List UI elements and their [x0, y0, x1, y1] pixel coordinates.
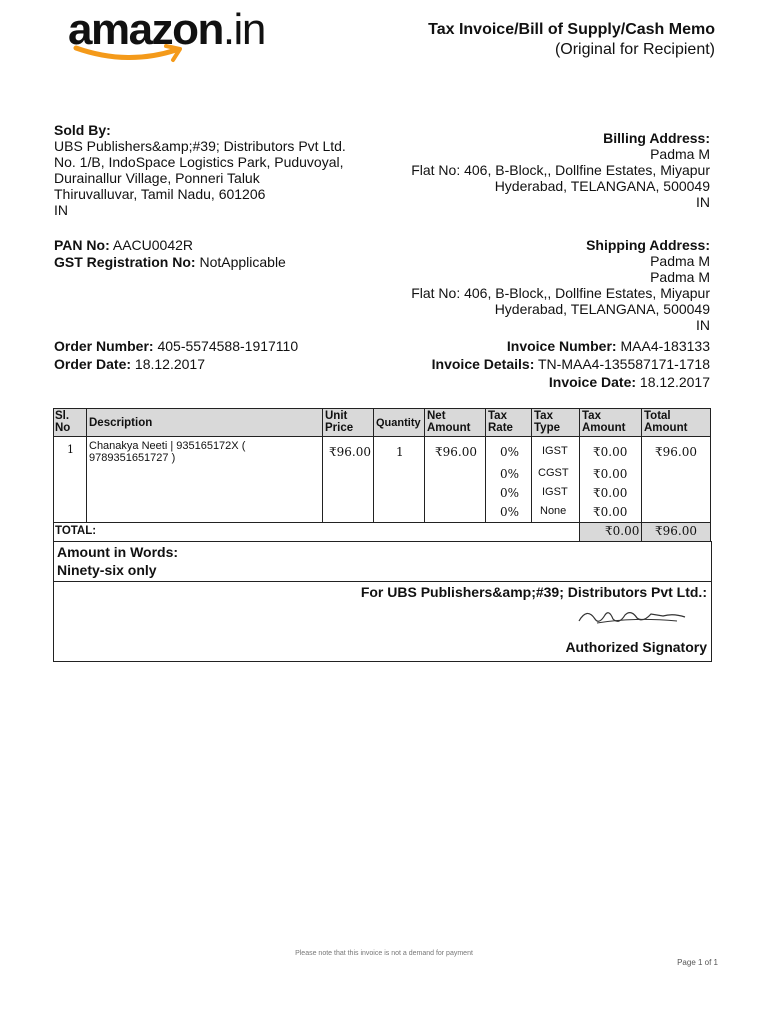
col-header-quantity: Quantity	[376, 417, 421, 429]
cell-tax-amount: ₹0.00	[593, 486, 628, 500]
sold-by-line: Thiruvalluvar, Tamil Nadu, 601206	[54, 186, 266, 202]
order-info-block	[54, 337, 298, 373]
signatory-box	[53, 581, 712, 662]
sold-by-label: Sold By:	[54, 122, 111, 138]
page-number: Page 1 of 1	[677, 958, 718, 967]
cell-tax-amount: ₹0.00	[593, 445, 628, 459]
sold-by-line: IN	[54, 202, 68, 218]
cell-unit-price: ₹96.00	[329, 445, 371, 459]
shipping-label: Shipping Address:	[586, 237, 710, 253]
footer-note: Please note that this invoice is not a demand for payment	[295, 950, 473, 957]
billing-line: Hyderabad, TELANGANA, 500049	[494, 178, 710, 194]
cell-net-amount: ₹96.00	[435, 445, 477, 459]
cell-tax-type: None	[540, 505, 567, 517]
col-header-unit-price: Unit Price	[325, 410, 354, 434]
sold-by-line: UBS Publishers&amp;#39; Distributors Pvt Ltd.	[54, 138, 346, 154]
title-sub: (Original for Recipient)	[554, 41, 715, 58]
cell-total-amount: ₹96.00	[655, 445, 697, 459]
col-header-description: Description	[89, 417, 153, 429]
invoice-title	[428, 20, 715, 60]
gst-number: GST Registration No: NotApplicable	[54, 254, 286, 270]
items-table	[53, 408, 711, 541]
logo-text: amazon.in	[68, 5, 265, 54]
shipping-line: Padma M	[650, 269, 710, 285]
billing-address-block	[411, 130, 710, 210]
shipping-line: Hyderabad, TELANGANA, 500049	[494, 301, 710, 317]
pan-number: PAN No: AACU0042R	[54, 237, 194, 253]
for-company-label: For UBS Publishers&amp;#39; Distributors Pvt Ltd.:	[360, 584, 707, 600]
col-header-tax-type: Tax Type	[534, 410, 560, 434]
total-label: TOTAL:	[55, 525, 97, 537]
col-header-total-amount: Total Amount	[644, 410, 688, 434]
cell-tax-rate: 0%	[500, 467, 520, 481]
invoice-details: Invoice Details: TN-MAA4-135587171-1718	[431, 356, 710, 372]
billing-line: IN	[696, 194, 710, 210]
cell-description: Chanakya Neeti | 935165172X ( 9789351651727 )	[89, 440, 246, 464]
shipping-line: Flat No: 406, B-Block,, Dollfine Estates, Miyapur	[411, 285, 710, 301]
cell-quantity: 1	[396, 445, 404, 459]
cell-tax-rate: 0%	[500, 445, 520, 459]
sold-by-line: No. 1/B, IndoSpace Logistics Park, Puduvoyal,	[54, 154, 344, 170]
invoice-date: Invoice Date: 18.12.2017	[548, 374, 710, 390]
cell-tax-rate: 0%	[500, 505, 520, 519]
sold-by-line: Durainallur Village, Ponneri Taluk	[54, 170, 260, 186]
cell-tax-amount: ₹0.00	[593, 505, 628, 519]
title-main: Tax Invoice/Bill of Supply/Cash Memo	[428, 21, 715, 38]
order-number: Order Number: 405-5574588-1917110	[54, 338, 299, 354]
amount-in-words-label: Amount in Words:	[57, 544, 179, 560]
invoice-info-block	[432, 337, 710, 391]
signature-icon	[577, 605, 687, 629]
logo-smile-icon	[72, 40, 192, 66]
tax-ids-block	[54, 237, 286, 271]
cell-tax-amount: ₹0.00	[593, 467, 628, 481]
amazon-logo	[68, 2, 308, 66]
shipping-line: Padma M	[650, 253, 710, 269]
shipping-address-block	[411, 237, 710, 333]
amount-in-words-value: Ninety-six only	[57, 562, 157, 578]
cell-tax-type: IGST	[542, 445, 568, 457]
cell-tax-rate: 0%	[500, 486, 520, 500]
billing-line: Flat No: 406, B-Block,, Dollfine Estates, Miyapur	[411, 162, 710, 178]
authorized-signatory-label: Authorized Signatory	[565, 639, 707, 655]
order-date: Order Date: 18.12.2017	[54, 356, 205, 372]
col-header-tax-rate: Tax Rate	[488, 410, 513, 434]
billing-label: Billing Address:	[603, 130, 710, 146]
billing-line: Padma M	[650, 146, 710, 162]
cell-sl: 1	[67, 443, 74, 456]
col-header-sl: Sl. No	[55, 410, 71, 434]
sold-by-block	[54, 122, 394, 218]
total-tax-amount: ₹0.00	[605, 524, 640, 538]
cell-tax-type: IGST	[542, 486, 568, 498]
shipping-line: IN	[696, 317, 710, 333]
col-header-tax-amount: Tax Amount	[582, 410, 626, 434]
cell-tax-type: CGST	[538, 467, 569, 479]
invoice-number: Invoice Number: MAA4-183133	[506, 338, 710, 354]
total-amount: ₹96.00	[655, 524, 697, 538]
amount-in-words-box	[53, 541, 712, 582]
col-header-net-amount: Net Amount	[427, 410, 471, 434]
